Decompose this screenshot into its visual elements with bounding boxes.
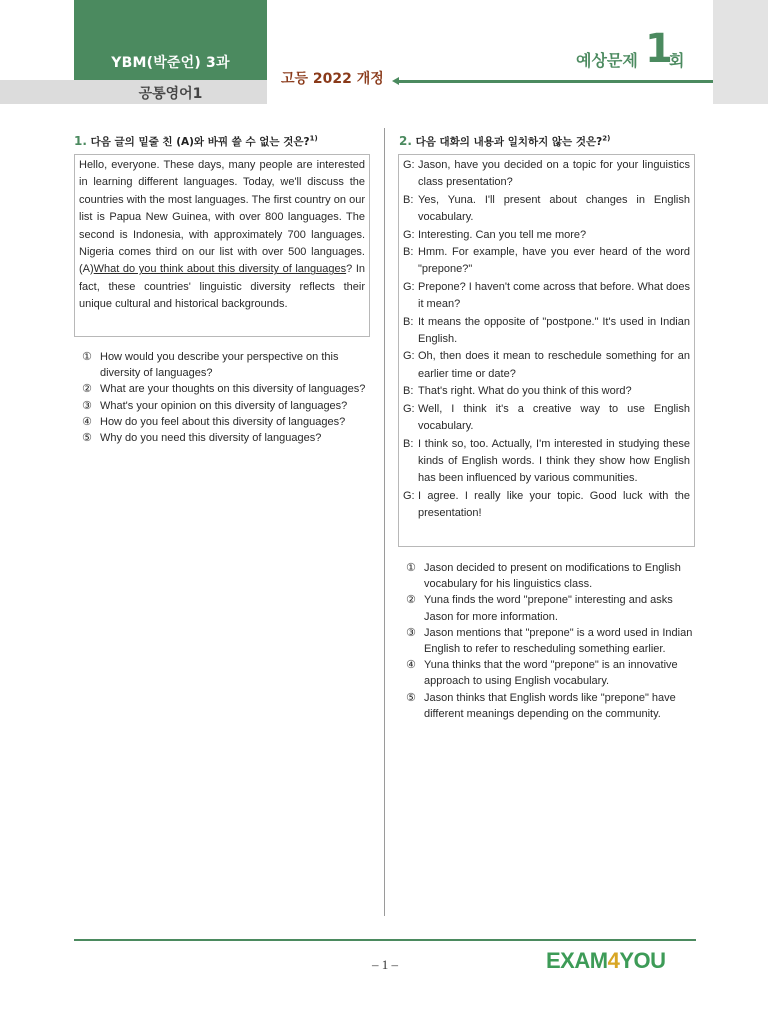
- q1-choices: [82, 349, 370, 446]
- dialogue-text: Yes, Yuna. I'll present about changes in English vocabulary.: [418, 193, 690, 224]
- header-rule: [398, 80, 713, 83]
- dialogue-speaker: B:: [403, 246, 414, 259]
- header-left-margin: [0, 0, 74, 80]
- q2-choice-marker: ⑤: [406, 691, 416, 704]
- dialogue-text: Prepone? I haven't come across that before. What does it mean?: [418, 280, 690, 311]
- brand-logo-part2: 4: [607, 948, 620, 973]
- exam-suffix: 회: [669, 51, 685, 70]
- dialogue-line: [403, 488, 690, 523]
- dialogue-line: [403, 244, 690, 279]
- dialogue-speaker: B:: [403, 437, 414, 450]
- q2-choice-text: Jason mentions that "prepone" is a word used in Indian English to refer to rescheduling something earlier.: [424, 626, 693, 656]
- exam-number: 1: [645, 26, 673, 72]
- dialogue-line: [403, 192, 690, 227]
- q1-choice-marker: ②: [82, 383, 92, 396]
- dialogue-text: Well, I think it's a creative way to use English vocabulary.: [418, 402, 690, 433]
- q1-choice: [82, 398, 370, 414]
- q2-footnote-ref: 2): [602, 134, 611, 143]
- dialogue-speaker: G:: [403, 489, 415, 502]
- q2-choice: [406, 625, 695, 657]
- dialogue-line: [403, 401, 690, 436]
- q1-choice-text: How would you describe your perspective on this diversity of languages?: [100, 351, 339, 380]
- q1-passage-underlined: What do you think about this diversity of languages: [93, 263, 347, 276]
- q1-choice-text: Why do you need this diversity of languages?: [100, 432, 322, 445]
- dialogue-text: Hmm. For example, have you ever heard of the word "prepone?": [418, 246, 690, 276]
- q1-passage-after: ? In fact, these countries' linguistic diversity reflects their unique cultural and historical backgrounds.: [79, 263, 365, 311]
- q1-choice: [82, 430, 370, 446]
- dialogue-speaker: G:: [403, 280, 415, 293]
- q1-number: 1.: [74, 134, 87, 148]
- dialogue-line: [403, 436, 690, 488]
- q1-prompt: 다음 글의 밑줄 친 (A)와 바꿔 쓸 수 없는 것은?: [90, 136, 310, 148]
- dialogue-line: [403, 227, 690, 244]
- footer-rule: [74, 939, 696, 941]
- dialogue-line: [403, 279, 690, 314]
- header-right-tab: [713, 0, 768, 104]
- q2-choice-marker: ②: [406, 594, 416, 607]
- header-left-gray: [0, 80, 74, 104]
- curriculum-label: 고등 2022 개정: [281, 71, 384, 87]
- q2-heading: [399, 134, 610, 149]
- brand-logo-part1: EXAM: [546, 948, 608, 973]
- dialogue-line: [403, 157, 690, 192]
- q2-prompt: 다음 대화의 내용과 일치하지 않는 것은?: [415, 136, 603, 148]
- q1-choice-marker: ③: [82, 399, 92, 412]
- q1-heading: [74, 134, 318, 149]
- q1-passage: [74, 154, 370, 337]
- publisher-title: YBM(박준언) 3과: [111, 55, 230, 71]
- dialogue-speaker: G:: [403, 159, 415, 171]
- q1-footnote-ref: 1): [309, 134, 318, 143]
- dialogue-text: That's right. What do you think of this word?: [418, 385, 632, 398]
- q2-dialogue: [398, 154, 695, 547]
- q2-number: 2.: [399, 134, 412, 148]
- dialogue-line: [403, 314, 690, 349]
- q2-choice-text: Yuna thinks that the word "prepone" is an innovative approach to using English vocabulary.: [424, 659, 678, 688]
- dialogue-line: [403, 348, 690, 383]
- q2-choice: [406, 657, 695, 689]
- q1-choice-text: How do you feel about this diversity of languages?: [100, 415, 346, 428]
- dialogue-speaker: B:: [403, 315, 414, 328]
- q1-choice-marker: ④: [82, 415, 92, 428]
- brand-logo: [546, 948, 666, 974]
- q2-choice-text: Jason thinks that English words like "prepone" have different meanings depending on the community.: [424, 691, 676, 720]
- dialogue-speaker: B:: [403, 193, 414, 206]
- q1-choice: [82, 414, 370, 430]
- q2-choice-marker: ③: [406, 626, 416, 639]
- q1-choice-text: What's your opinion on this diversity of languages?: [100, 399, 348, 412]
- q2-choice-marker: ①: [406, 562, 416, 574]
- q1-passage-before: Hello, everyone. These days, many people are interested in learning different languages. Today, we'll discuss the countries with the most languages. The first country on our list is Papua New Guinea, with over 800 languages. The second is Indonesia, with approximately 700 languages. Nigeria comes third on our list with over 500 languages. (A): [79, 159, 365, 276]
- brand-logo-part3: YOU: [619, 948, 666, 973]
- q1-choice-marker: ①: [82, 351, 92, 363]
- dialogue-text: Interesting. Can you tell me more?: [418, 228, 587, 241]
- q1-choice-text: What are your thoughts on this diversity of languages?: [100, 383, 366, 396]
- q1-choice: [82, 381, 370, 397]
- dialogue-speaker: G:: [403, 350, 415, 363]
- dialogue-text: I agree. I really like your topic. Good luck with the presentation!: [418, 489, 690, 520]
- exam-label: 예상문제: [576, 51, 638, 70]
- subject-title: 공통영어1: [138, 86, 203, 102]
- dialogue-text: Jason, have you decided on a topic for your linguistics class presentation?: [418, 159, 690, 189]
- q2-choices: [406, 560, 695, 722]
- dialogue-speaker: G:: [403, 228, 415, 241]
- dialogue-speaker: G:: [403, 402, 415, 415]
- dialogue-speaker: B:: [403, 385, 414, 398]
- q2-choice-text: Jason decided to present on modifications to English vocabulary for his linguistics class.: [424, 562, 681, 591]
- dialogue-text: It means the opposite of "postpone." It's used in Indian English.: [418, 315, 690, 346]
- q2-choice: [406, 592, 695, 624]
- q2-choice: [406, 690, 695, 722]
- dialogue-text: Oh, then does it mean to reschedule something for an earlier time or date?: [418, 350, 690, 380]
- q2-choice: [406, 560, 695, 592]
- q1-choice-marker: ⑤: [82, 432, 92, 445]
- q2-choice-text: Yuna finds the word "prepone" interesting and asks Jason for more information.: [424, 594, 673, 623]
- q1-choice: [82, 349, 370, 381]
- dialogue-line: [403, 383, 690, 400]
- column-divider: [384, 128, 385, 916]
- page-number: – 1 –: [372, 957, 398, 972]
- q2-choice-marker: ④: [406, 659, 416, 672]
- dialogue-text: I think so, too. Actually, I'm interested in studying these kinds of English words. I think they show how English has been influenced by various communities.: [418, 437, 690, 485]
